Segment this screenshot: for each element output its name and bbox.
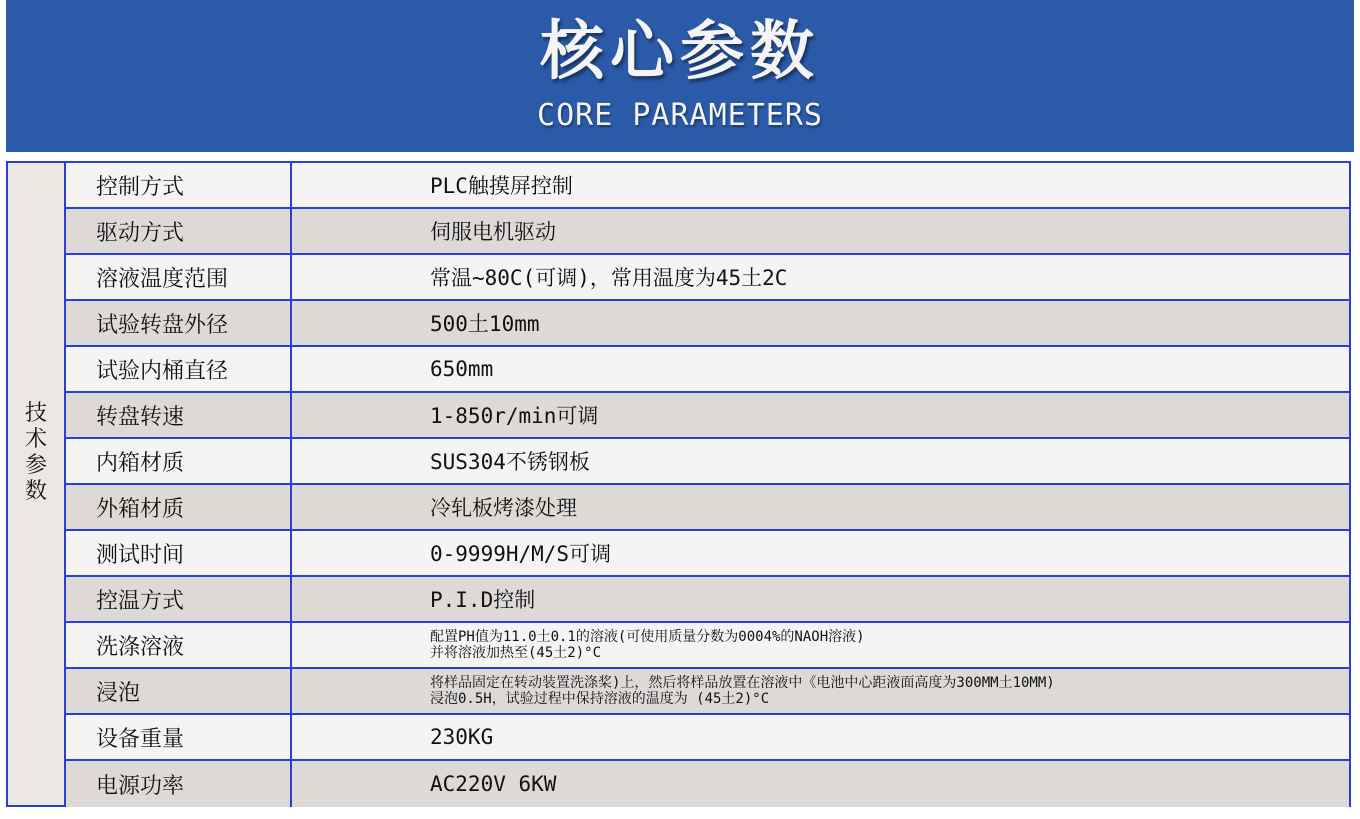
table-row [66,715,1349,761]
row-value: 500土10mm [430,312,540,336]
row-value: 冷轧板烤漆处理 [430,496,577,520]
row-label: 电源功率 [66,761,292,807]
row-label: 浸泡 [66,669,292,713]
page-title: 核心参数 [540,15,820,89]
side-char: 技 [24,401,47,426]
row-value [292,669,1349,713]
row-label: 溶液温度范围 [66,255,292,299]
side-category-cell [8,163,66,805]
row-label: 驱动方式 [66,209,292,253]
row-label: 外箱材质 [66,485,292,529]
table-row [66,301,1349,347]
row-value: 230KG [430,725,494,749]
table-row [66,209,1349,255]
row-value-line: 将样品固定在转动装置洗涤桨)上，然后将样品放置在溶液中《电池中心距液面高度为300MM土10MM) [430,675,1055,691]
row-value: 伺服电机驱动 [430,220,556,244]
row-value-line: 并将溶液加热至(45土2)°C [430,645,602,661]
row-value-line: 浸泡0.5H，试验过程中保持溶液的温度为 (45土2)°C [430,691,770,707]
row-value: 650mm [430,357,494,381]
table-row [66,255,1349,301]
table-row [66,623,1349,669]
side-char: 数 [24,479,47,504]
table-row [66,163,1349,209]
row-value: 常温~80C(可调)，常用温度为45土2C [430,266,788,290]
side-char: 参 [24,453,47,478]
row-label: 控温方式 [66,577,292,621]
row-value: 0-9999H/M/S可调 [430,542,612,566]
table-row [66,761,1349,807]
row-value [292,623,1349,667]
page-header [6,0,1354,152]
row-value: AC220V 6KW [430,772,557,796]
row-value: SUS304不锈钢板 [430,450,590,474]
row-value: 1-850r/min可调 [430,404,599,428]
row-value: P.I.D控制 [430,588,536,612]
side-char: 术 [24,427,47,452]
row-value-line: 配置PH值为11.0土0.1的溶液(可使用质量分数为0004%的NAOH溶液) [430,629,865,645]
page-subtitle: CORE PARAMETERS [537,98,823,133]
table-row [66,393,1349,439]
table-row [66,439,1349,485]
row-label: 控制方式 [66,163,292,207]
row-label: 内箱材质 [66,439,292,483]
row-value: PLC触摸屏控制 [430,174,573,198]
table-row [66,531,1349,577]
table-row [66,485,1349,531]
table-row [66,347,1349,393]
row-label: 试验内桶直径 [66,347,292,391]
parameters-table [6,161,1351,807]
table-row [66,669,1349,715]
row-label: 试验转盘外径 [66,301,292,345]
row-label: 转盘转速 [66,393,292,437]
row-label: 设备重量 [66,715,292,759]
row-label: 洗涤溶液 [66,623,292,667]
side-category-label [8,401,64,505]
table-row [66,577,1349,623]
row-label: 测试时间 [66,531,292,575]
table-rows [66,163,1349,807]
